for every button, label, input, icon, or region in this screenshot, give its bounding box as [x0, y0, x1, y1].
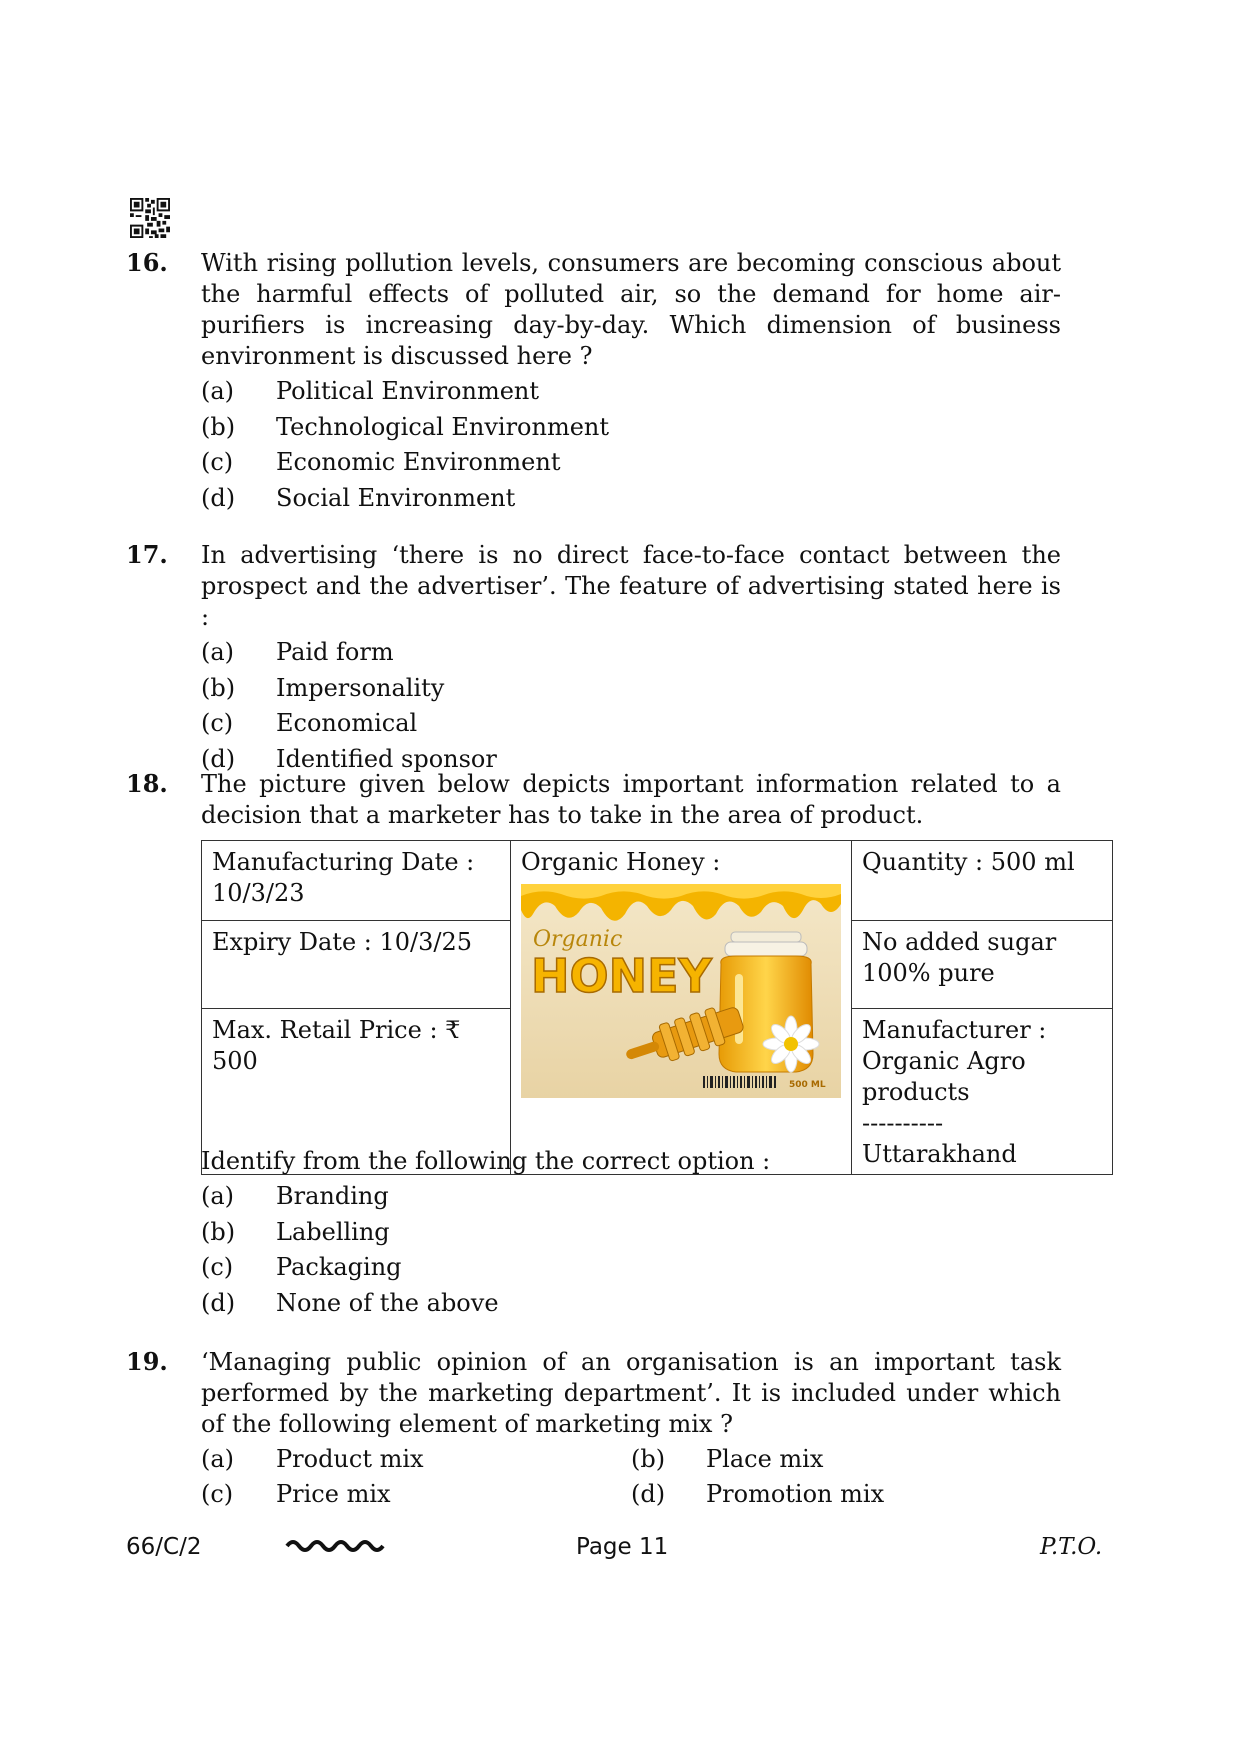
- paper-code: 66/C/2: [126, 1534, 202, 1560]
- question-text: The picture given below depicts important information related to a decision that a marketer has to take in the area of product.: [201, 770, 1061, 829]
- option-c: (c) Economic Environment: [201, 448, 561, 476]
- option-b: (b) Place mix: [631, 1445, 824, 1473]
- option-d: (d) Identified sponsor: [201, 744, 497, 773]
- question-number: 17.: [126, 540, 168, 569]
- product-info-table: [201, 840, 1113, 1175]
- image-main-text: HONEY: [531, 949, 712, 1003]
- question-18-options: [126, 1146, 1061, 1321]
- page-number: Page 11: [576, 1534, 669, 1560]
- expiry-date-cell: Expiry Date : 10/3/25: [202, 921, 511, 1009]
- option-c: (c) Price mix: [201, 1480, 391, 1508]
- option-d: (d) Promotion mix: [631, 1480, 885, 1508]
- option-b: (b) Labelling: [201, 1217, 390, 1246]
- question-18: [126, 769, 1061, 831]
- question-number: 16.: [126, 248, 168, 277]
- option-a: (a) Paid form: [201, 638, 394, 666]
- option-c: (c) Packaging: [201, 1253, 402, 1281]
- honey-jar-image: [521, 884, 841, 1098]
- product-name: Organic Honey :: [521, 848, 721, 876]
- question-17: [126, 540, 1061, 777]
- pto-label: P.T.O.: [1040, 1534, 1103, 1560]
- option-a: (a) Product mix: [201, 1445, 424, 1473]
- options-list: [201, 1442, 1061, 1512]
- option-d: (d) Social Environment: [201, 483, 516, 512]
- manufacturing-date-cell: Manufacturing Date : 10/3/23: [202, 841, 511, 921]
- mrp-cell: Max. Retail Price : ₹ 500: [202, 1009, 511, 1175]
- qr-code: [130, 198, 170, 238]
- question-number: 19.: [126, 1347, 168, 1376]
- quantity-cell: Quantity : 500 ml: [852, 841, 1113, 921]
- option-d: (d) None of the above: [201, 1288, 499, 1317]
- purity-cell: No added sugar 100% pure: [852, 921, 1113, 1009]
- question-19: [126, 1347, 1061, 1512]
- option-a: (a) Branding: [201, 1182, 389, 1210]
- options-list: [201, 1179, 1061, 1321]
- wave-decoration: [285, 1534, 385, 1556]
- question-number: 18.: [126, 769, 168, 798]
- option-a: (a) Political Environment: [201, 377, 540, 405]
- image-script-text: Organic: [533, 927, 623, 952]
- manufacturer-name: Manufacturer : Organic Agro products: [862, 1016, 1047, 1106]
- manufacturer-location: ---------- Uttarakhand: [862, 1109, 1017, 1168]
- option-b: (b) Technological Environment: [201, 412, 610, 441]
- options-list: [201, 635, 1061, 777]
- product-image-cell: [511, 841, 852, 1175]
- question-text: With rising pollution levels, consumers are becoming conscious about the harmful effects of polluted air, so the demand for home air-purifiers is increasing day-by-day. Which dimension of business environment is discussed here ?: [201, 249, 1061, 370]
- option-b: (b) Impersonality: [201, 673, 445, 702]
- question-text: In advertising ‘there is no direct face-to-face contact between the prospect and the advertiser’. The feature of advertising stated here is :: [201, 541, 1061, 631]
- question-text: ‘Managing public opinion of an organisation is an important task performed by the marketing department’. It is included under which of the following element of marketing mix ?: [201, 1348, 1061, 1438]
- question-16: [126, 248, 1061, 516]
- options-list: [201, 374, 1061, 516]
- image-size-text: 500 ML: [789, 1080, 826, 1090]
- question-prompt: Identify from the following the correct option :: [201, 1147, 771, 1175]
- option-c: (c) Economical: [201, 709, 418, 737]
